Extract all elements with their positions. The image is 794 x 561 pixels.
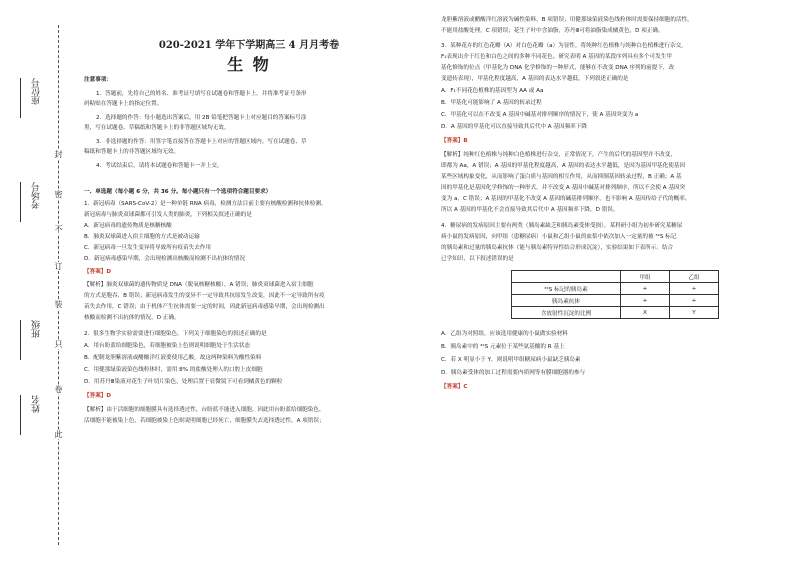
answer-label: 【答案】C xyxy=(441,384,468,390)
seal-word: 此 xyxy=(54,430,63,439)
explanation-line: 【解析】纯种红色植株与纯种白色植株进行杂交，正常情况下，产生的后代的基因型并不改变， xyxy=(441,152,676,158)
seal-word: 不 xyxy=(54,225,63,234)
question-line: 病小鼠的发病原因，向甲组（患糖尿病）小鼠和乙组小鼠的血浆中依次加入一定量的被 ³²S 标记 xyxy=(441,234,677,240)
option-line: C．甲基化可以在不改变 A 基因中碱基对排列顺序的情况下，使 A 基因突变为 a xyxy=(441,112,639,118)
seal-word: 封 xyxy=(54,150,63,159)
explanation-line: 核酸而检测不出抗体的情况，D 正确。 xyxy=(84,315,180,321)
class-label: 班级 xyxy=(32,320,42,338)
explanation-line: 的方式是胞吞，B 错误；新冠病毒发生的变异不一定导致其抗原发生改变，因此不一定导致所有疫 xyxy=(84,293,325,299)
explanation-line: 所以 A 基因的甲基化不会直接导致其后代中 A 基因频率下降，D 错误。 xyxy=(441,207,619,213)
table-row xyxy=(512,307,719,319)
table-header-row xyxy=(512,271,719,283)
question-line: 变遗传表现），甲基化程度越高，A 基因的表达水平越低。下列叙述正确的是 xyxy=(441,76,629,82)
question-line: F₁表现出介于红色和白色之间的多种不同花色。研究表明 A 基因的某段序列具有多个可发生甲 xyxy=(441,54,673,60)
question-line: 基化修饰的位点（甲基化为 DNA 化学修饰的一种形式，能够在不改变 DNA 序列的前提下，改 xyxy=(441,65,675,71)
option-line: A．用台盼蓝给细胞染色，若细胞被染上色则说明细胞处于生活状态 xyxy=(84,343,251,349)
seal-word: 订 xyxy=(54,262,63,271)
explanation-line: 【解析】由于活细胞的细胞膜具有选择透过性，台盼蓝不能进入细胞，因此用台盼蓝给细胞染色， xyxy=(84,407,325,413)
data-table xyxy=(511,270,719,319)
explanation-line: 不能用盐酸处理，C 项错误；花生子叶中含油脂，苏丹Ⅲ可将油脂染成橘黄色，D 项正确。 xyxy=(441,28,664,34)
table-cell xyxy=(512,271,621,283)
notice-line: 3．非选择题的作答：用签字笔直接答在答题卡上对应的答题区域内。写在试题卷、草 xyxy=(96,139,307,145)
seal-word: 卷 xyxy=(54,385,63,394)
table-row xyxy=(512,283,719,295)
answer-label: 【答案】D xyxy=(84,269,112,275)
name-label: 姓名 xyxy=(32,395,42,413)
seal-word: 密 xyxy=(54,190,63,199)
seat-blank xyxy=(20,78,21,118)
question-line: 3．某种花卉的红色花瓣（A）对白色花瓣（a）为显性。将纯种红色植株与纯种白色植株进行杂交， xyxy=(441,43,687,49)
question-line: 2．很多生物学实验需要进行细胞染色。下列关于细胞染色的叙述正确的是 xyxy=(84,331,267,337)
option-line: A．乙组为对照组，应该选用健康的小鼠做实验材料 xyxy=(441,331,568,337)
option-line: D．A 基因的甲基化可以直接导致其后代中 A 基因频率下降 xyxy=(441,124,587,130)
question-line: 4．糖尿病的发病原因主要有两类（胰岛素缺乏和胰岛素受体受损），某科研小组为初步研究某糖尿 xyxy=(441,223,683,229)
option-line: B．肺炎双球菌进入宿主细胞的方式是被动运输 xyxy=(84,234,200,240)
question-line: 已学知识，以下叙述错误的是 xyxy=(441,256,514,262)
table-cell: 甲组 xyxy=(621,271,670,283)
seat-label: 座位号 xyxy=(32,78,42,105)
explanation-line: 变为 a，C 错误；A 基因的甲基化不改变 A 基因的碱基排列顺序，也不影响 A 基因传给子代的概率， xyxy=(441,196,691,202)
question-line: 新冠病毒与肺炎双球菌都可引发人类的肺炎，下列相关叙述正确的是 xyxy=(84,212,252,218)
binding-dashed-line xyxy=(58,25,59,545)
explanation-line: 某些区域构象变化，从而影响了蛋白质与基因的相互作用，从而抑制基因转录过程，B 正确；A 基 xyxy=(441,174,682,180)
explanation-line: 即都为 Aa，A 错误；A 基因的甲基化程度越高，A 基因的表达水平越低，是因为基因甲基化使基因 xyxy=(441,163,686,169)
notice-line: 1．答题前，先将自己的姓名、准考证号填写在试题卷和答题卡上，并将准考证号条形 xyxy=(96,91,307,97)
binding-strip xyxy=(0,0,78,561)
notice-title: 注意事项： xyxy=(84,77,112,83)
explanation-line: 龙胆紫溶液或醋酸洋红溶液为碱性染料，B 项错误；用健那绿染液染色线粒体时需要保持细胞的活性， xyxy=(441,17,693,23)
explanation-line: 苗失去作用，C 错误；由于机体产生抗体需要一定的时间，因此新冠病毒感染早期，会出现检测出 xyxy=(84,304,325,310)
subject-title: 生 物 xyxy=(227,55,271,74)
exam-room-label: 考场号 xyxy=(32,182,42,209)
option-line: A．F₁不同花色植株的基因型为 AA 或 Aa xyxy=(441,88,544,94)
option-line: B．胰岛素中的 ³²S 元素位于某些氨基酸的 R 基上 xyxy=(441,344,565,350)
seal-word: 只 xyxy=(54,340,63,349)
exam-title: 020-2021 学年下学期高三 4 月月考卷 xyxy=(158,40,340,51)
notice-line: 稿纸和答题卡上的非答题区域均无效。 xyxy=(84,149,180,155)
table-cell: + xyxy=(670,283,719,295)
option-line: C．新冠病毒一旦发生变异将导致所有疫苗失去作用 xyxy=(84,245,211,251)
table-cell: Y xyxy=(670,307,719,319)
exam-room-blank xyxy=(20,182,21,222)
table-cell: 乙组 xyxy=(670,271,719,283)
option-line: D．用苏丹Ⅲ染液对花生子叶切片染色，处理后置于显微镜下可看到橘黄色的颗粒 xyxy=(84,379,283,385)
table-cell: + xyxy=(621,283,670,295)
notice-line: 4．考试结束后，请将本试题卷和答题卡一并上交。 xyxy=(96,163,223,169)
class-blank xyxy=(20,320,21,360)
seal-word: 装 xyxy=(54,300,63,309)
answer-label: 【答案】B xyxy=(441,138,468,144)
table-cell: X xyxy=(621,307,670,319)
name-blank xyxy=(20,395,21,435)
answer-label: 【答案】D xyxy=(84,393,112,399)
explanation-line: 【解析】肺炎双球菌的遗传物质是 DNA（脱氧核糖核酸），A 错误；肺炎双球菌进入宿主细胞 xyxy=(84,282,314,288)
explanation-line: 因的甲基化是基因化学修饰的一种形式，并不改变 A 基因中碱基对排列顺序，所以不会使 A 基因突 xyxy=(441,185,686,191)
option-line: D．胰岛素受体的加工过程需要内质网等有膜细胞器的参与 xyxy=(441,370,586,376)
notice-line: 黑，写在试题卷、草稿纸和答题卡上的非答题区域均无效。 xyxy=(84,125,230,131)
question-line: 1．新冠病毒（SARS-CoV-2）是一种单链 RNA 病毒，检测方法目前主要有核酸检测和抗体检测。 xyxy=(84,201,327,207)
option-line: A．新冠病毒的遗传物质是核糖核酸 xyxy=(84,223,172,229)
table-row xyxy=(512,295,719,307)
notice-line: 码粘贴在答题卡上的指定位置。 xyxy=(84,101,163,107)
option-line: D．新冠病毒感染早期，会出现检测出核酸而检测不出抗体的情况 xyxy=(84,256,245,262)
table-cell: 含放射性沉淀的比例 xyxy=(512,307,621,319)
table-cell: + xyxy=(621,295,670,307)
table-cell: ³²S 标记的胰岛素 xyxy=(512,283,621,295)
notice-line: 2．选择题的作答：每小题选出答案后，用 2B 铅笔把答题卡上对应题目的答案标号涂 xyxy=(96,115,307,121)
option-line: C．若 X 明显小于 Y，则说明甲组糖尿病小鼠缺乏胰岛素 xyxy=(441,357,581,363)
option-line: C．用健那绿染液染色线粒体时，需用 8% 的盐酸处理人的口腔上皮细胞 xyxy=(84,367,263,373)
section-heading: 一、单选题（每小题 6 分，共 36 分。每小题只有一个选项符合题目要求） xyxy=(84,189,272,195)
table-cell: 胰岛素抗体 xyxy=(512,295,621,307)
question-line: 的胰岛素和过量的胰岛素抗体（能与胰岛素特异性结合形成沉淀），实验结果如下表所示。结合 xyxy=(441,245,674,251)
table-cell: + xyxy=(670,295,719,307)
explanation-line: 活细胞不能被染上色，若细胞被染上色则说明细胞已经死亡，细胞膜失去选择透过性，A 项错误； xyxy=(84,418,325,424)
option-line: B．配制龙胆紫溶液或醋酸洋红液要使用乙酸，故这两种染料为酸性染料 xyxy=(84,355,262,361)
option-line: B．甲基化可能影响了 A 基因的转录过程 xyxy=(441,100,542,106)
